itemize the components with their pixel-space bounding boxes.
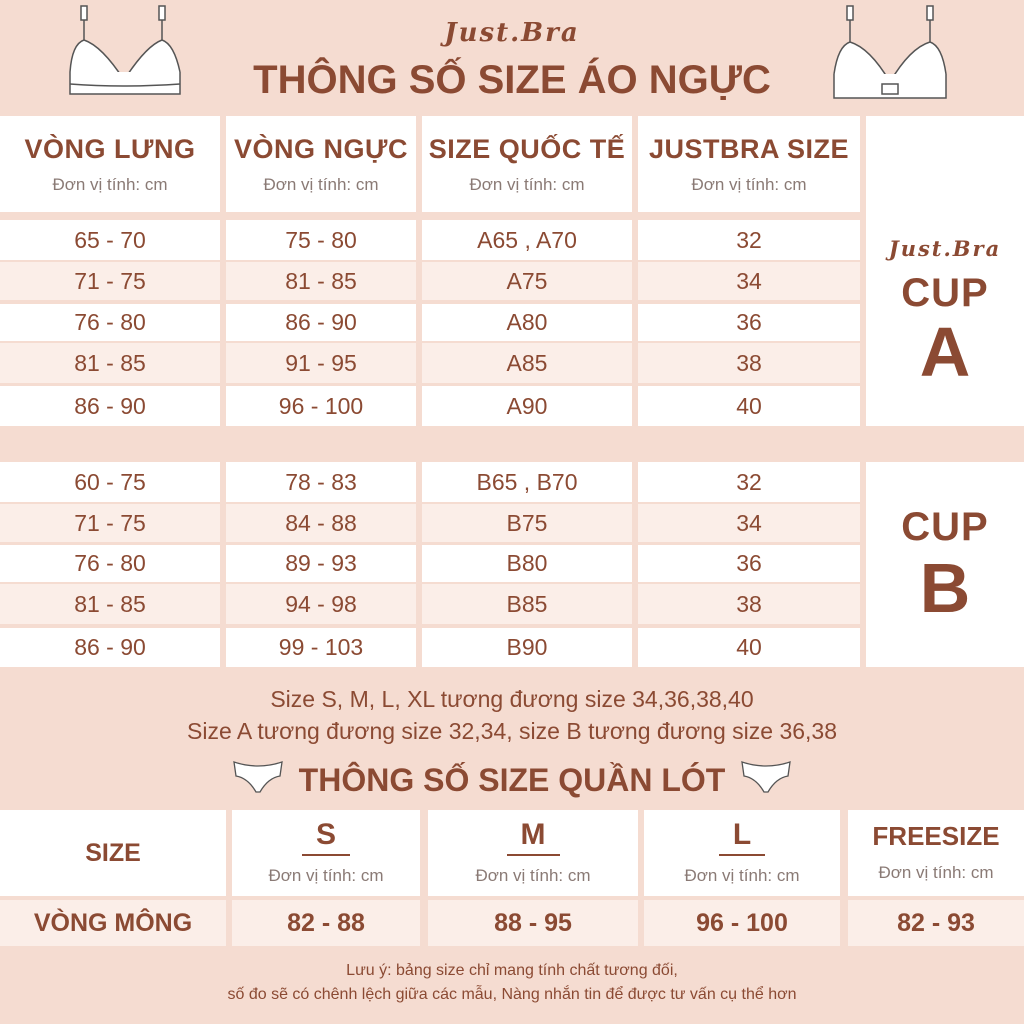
table-cell: 86 - 90 bbox=[0, 628, 220, 667]
panty-value: 88 - 95 bbox=[494, 908, 572, 937]
table-cell: A85 bbox=[422, 343, 632, 383]
table-cell: 40 bbox=[638, 386, 860, 426]
panty-value: 96 - 100 bbox=[696, 908, 788, 937]
cup-a-label bbox=[866, 116, 1024, 426]
table-cell: A90 bbox=[422, 386, 632, 426]
panty-size-header bbox=[0, 810, 226, 896]
table-cell: 40 bbox=[638, 628, 860, 667]
table-cell: 81 - 85 bbox=[0, 584, 220, 624]
panty-value: 82 - 88 bbox=[287, 908, 365, 937]
panty-value-cell bbox=[644, 900, 840, 946]
table-cell: B65 , B70 bbox=[422, 462, 632, 502]
panty-size-name: L bbox=[719, 820, 765, 856]
table-cell: 65 - 70 bbox=[0, 220, 220, 260]
bra-header-unit: Đơn vị tính: cm bbox=[263, 174, 379, 194]
cup-a-letter: A bbox=[919, 313, 971, 391]
panty-size-name: M bbox=[507, 820, 560, 856]
panty-title: THÔNG SỐ SIZE QUẦN LÓT bbox=[298, 762, 726, 798]
panty-value-cell bbox=[848, 900, 1024, 946]
table-cell: 99 - 103 bbox=[226, 628, 416, 667]
size-note-2: Size A tương đương size 32,34, size B tương đương size 36,38 bbox=[187, 718, 837, 744]
brand-logo: Just.Bra bbox=[444, 18, 580, 48]
cup-b-label bbox=[866, 462, 1024, 667]
panty-size-name: S bbox=[302, 820, 350, 856]
table-cell: 96 - 100 bbox=[226, 386, 416, 426]
bra-header-cell bbox=[638, 116, 860, 212]
cup-a-word: CUP bbox=[901, 271, 989, 315]
table-cell: 78 - 83 bbox=[226, 462, 416, 502]
table-cell: 86 - 90 bbox=[0, 386, 220, 426]
footer-note-2: số đo sẽ có chênh lệch giữa các mẫu, Nàng nhắn tin để được tư vấn cụ thể hơn bbox=[227, 986, 797, 1003]
bra-header-label: JUSTBRA SIZE bbox=[648, 133, 850, 164]
table-cell: 38 bbox=[638, 584, 860, 624]
table-cell: 81 - 85 bbox=[0, 343, 220, 383]
table-cell: 34 bbox=[638, 504, 860, 542]
table-cell: B85 bbox=[422, 584, 632, 624]
table-cell: 38 bbox=[638, 343, 860, 383]
table-cell: 76 - 80 bbox=[0, 545, 220, 582]
table-cell: 36 bbox=[638, 304, 860, 341]
cup-b-letter: B bbox=[919, 548, 971, 627]
bra-header-unit: Đơn vị tính: cm bbox=[691, 174, 807, 194]
table-cell: 71 - 75 bbox=[0, 504, 220, 542]
table-cell: 32 bbox=[638, 462, 860, 502]
table-cell: A65 , A70 bbox=[422, 220, 632, 260]
table-cell: 81 - 85 bbox=[226, 262, 416, 300]
panty-size-cell bbox=[644, 810, 840, 896]
table-cell: A75 bbox=[422, 262, 632, 300]
panty-size-unit: Đơn vị tính: cm bbox=[684, 866, 800, 885]
panty-size-label: SIZE bbox=[85, 838, 141, 867]
bra-header-unit: Đơn vị tính: cm bbox=[52, 174, 168, 194]
panty-value: 82 - 93 bbox=[897, 908, 975, 937]
panty-size-unit: Đơn vị tính: cm bbox=[475, 866, 591, 885]
cup-b-word: CUP bbox=[901, 504, 989, 549]
table-cell: 91 - 95 bbox=[226, 343, 416, 383]
bra-header-label: VÒNG NGỰC bbox=[234, 133, 408, 164]
panty-size-unit: Đơn vị tính: cm bbox=[268, 866, 384, 885]
table-cell: 86 - 90 bbox=[226, 304, 416, 341]
bra-header-cell bbox=[226, 116, 416, 212]
table-cell: 34 bbox=[638, 262, 860, 300]
panty-size-cell bbox=[428, 810, 638, 896]
bra-header-cell bbox=[0, 116, 220, 212]
panty-size-cell bbox=[848, 810, 1024, 896]
bra-header-cell bbox=[422, 116, 632, 212]
table-cell: 89 - 93 bbox=[226, 545, 416, 582]
panty-measure-header bbox=[0, 900, 226, 946]
bra-title: THÔNG SỐ SIZE ÁO NGỰC bbox=[253, 58, 771, 102]
table-cell: A80 bbox=[422, 304, 632, 341]
bra-header-label: SIZE QUỐC TẾ bbox=[428, 133, 626, 164]
panty-measure-label: VÒNG MÔNG bbox=[33, 908, 193, 937]
table-cell: 84 - 88 bbox=[226, 504, 416, 542]
panty-size-cell bbox=[232, 810, 420, 896]
table-cell: 76 - 80 bbox=[0, 304, 220, 341]
bra-header-label: VÒNG LƯNG bbox=[24, 133, 196, 164]
table-cell: 36 bbox=[638, 545, 860, 582]
panty-size-name: FREESIZE bbox=[872, 821, 1000, 851]
table-cell: 71 - 75 bbox=[0, 262, 220, 300]
table-cell: B90 bbox=[422, 628, 632, 667]
table-cell: 32 bbox=[638, 220, 860, 260]
table-cell: 60 - 75 bbox=[0, 462, 220, 502]
panty-value-cell bbox=[428, 900, 638, 946]
panty-size-unit: Đơn vị tính: cm bbox=[878, 863, 994, 882]
table-cell: B80 bbox=[422, 545, 632, 582]
table-cell: 75 - 80 bbox=[226, 220, 416, 260]
panty-value-cell bbox=[232, 900, 420, 946]
table-cell: 94 - 98 bbox=[226, 584, 416, 624]
table-cell: B75 bbox=[422, 504, 632, 542]
cup-a-brand: Just.Bra bbox=[888, 236, 1002, 261]
bra-header-unit: Đơn vị tính: cm bbox=[469, 174, 585, 194]
footer-note-1: Lưu ý: bảng size chỉ mang tính chất tương đối, bbox=[346, 962, 678, 979]
size-note-1: Size S, M, L, XL tương đương size 34,36,38,40 bbox=[270, 686, 754, 712]
